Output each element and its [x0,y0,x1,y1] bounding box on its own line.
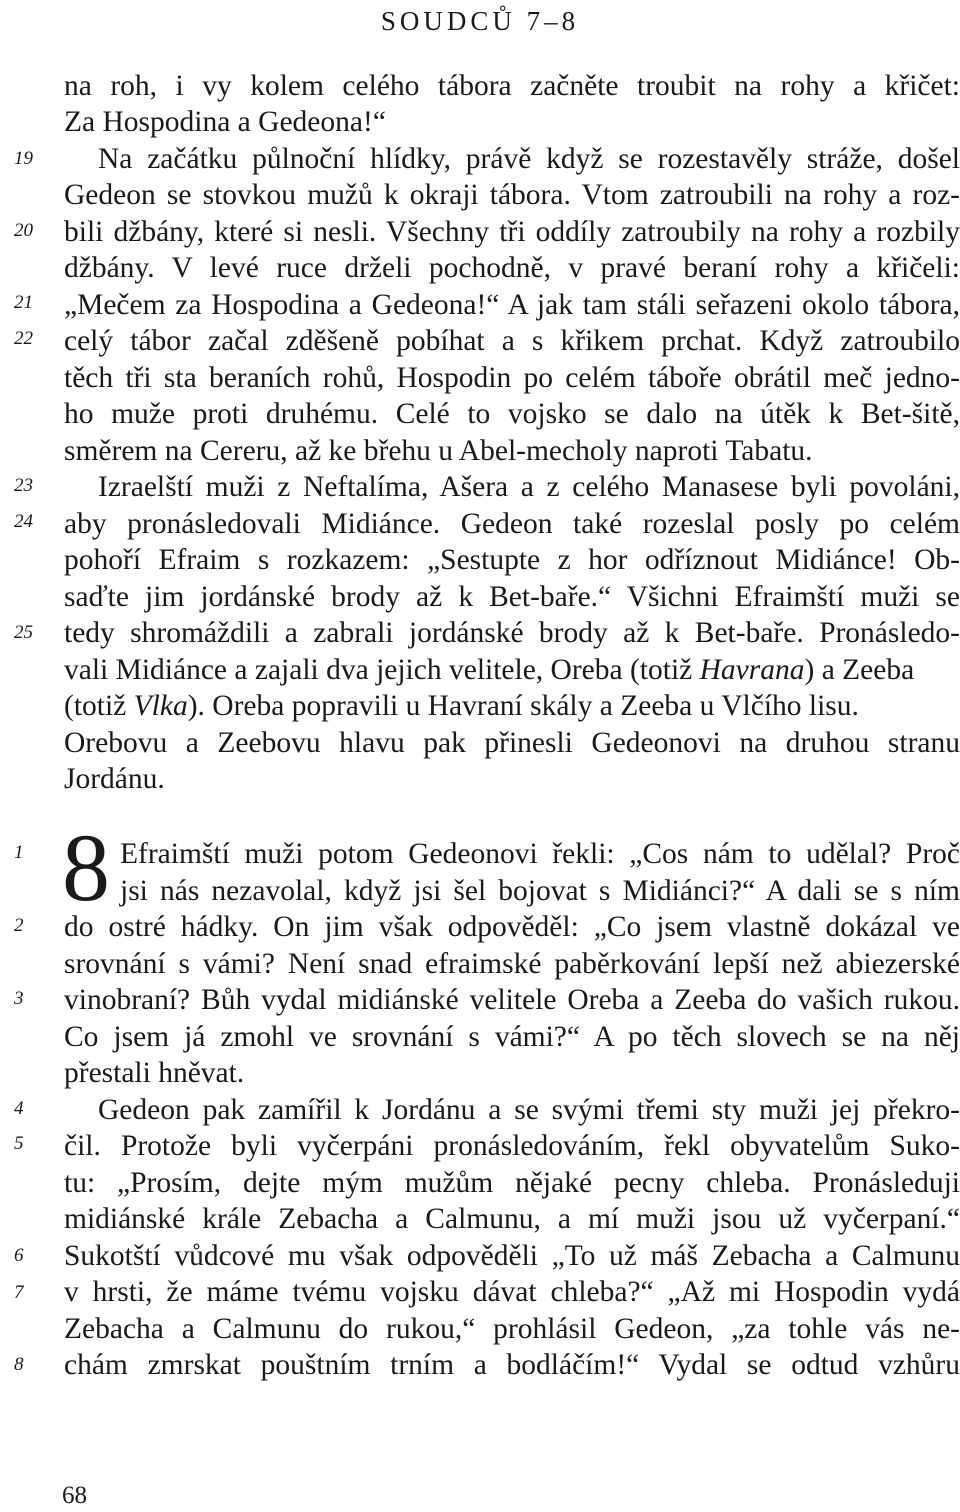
text-line: vinobraní? Bůh vydal midiánské velitele Oreba a Zeeba do vašich rukou. [64,984,960,1016]
text-line: tedy shromáždili a zabrali jordánské brody až k Bet-baře. Pronásledo- [64,617,960,649]
verse-number: 20 [14,220,33,241]
text-span: vali Midiánce a zajali dva jejich velitele, Oreba (totiž [64,654,700,686]
text-line: celý tábor začal zděšeně pobíhat a s křikem prchat. Když zatroubilo [64,325,960,357]
text-line [64,652,960,688]
text-line: Gedeon pak zamířil k Jordánu a se svými třemi sty muži jej překro- [98,1094,960,1126]
text-line [64,688,960,724]
text-line: aby pronásledovali Midiánce. Gedeon také rozeslal posly po celém [64,508,960,540]
text-span: ). Oreba popravili u Havraní skály a Zeeba u Vlčího lisu. [187,690,859,722]
text-line: tu: „Prosím, dejte mým mužům nějaké pecny chleba. Pronásleduji [64,1167,960,1199]
text-line: džbány. V levé ruce drželi pochodně, v pravé beraní rohy a křičeli: [64,252,960,284]
text-line: saďte jim jordánské brody až k Bet-baře.“ Všichni Efraimští muži se [64,581,960,613]
text-line: srovnání s vámi? Není snad efraimské paběrkování lepší než abiezerské [64,948,960,980]
page-number: 68 [62,1482,87,1509]
text-line: chám zmrskat pouštním trním a bodláčím!“ Vydal se odtud vzhůru [64,1349,960,1381]
text-span: (totiž [64,690,134,722]
verse-number: 22 [14,328,33,349]
verse-number: 7 [14,1282,24,1303]
italic-word: Havrana [699,654,805,686]
text-line: Na začátku půlnoční hlídky, právě když se rozestavěly stráže, došel [98,143,960,175]
verse-number: 1 [14,842,24,863]
verse-number: 23 [14,475,33,496]
running-header: SOUDCŮ 7–8 [380,6,580,36]
text-line: midiánské krále Zebacha a Calmunu, a mí muži jsou už vyčerpaní.“ [64,1203,960,1235]
verse-number: 8 [14,1354,24,1375]
text-line: na roh, i vy kolem celého tábora začněte troubit na rohy a křičet: [64,70,960,102]
text-line: Orebovu a Zeebovu hlavu pak přinesli Gedeonovi na druhou stranu [64,727,960,759]
text-line: „Mečem za Hospodina a Gedeona!“ A jak tam stáli seřazeni okolo tábora, [64,289,960,321]
verse-number: 4 [14,1098,24,1119]
text-line: Co jsem já zmohl ve srovnání s vámi?“ A po těch slovech se na něj [64,1021,960,1053]
text-line: do ostré hádky. On jim však odpověděl: „Co jsem vlastně dokázal ve [64,911,960,943]
text-line: v hrsti, že máme tvému vojsku dávat chleba?“ „Až mi Hospodin vydá [64,1276,960,1308]
verse-number: 5 [14,1133,24,1154]
text-line: Gedeon se stovkou mužů k okraji tábora. Vtom zatroubili na rohy a roz- [64,179,960,211]
verse-number: 19 [14,148,33,169]
text-line: směrem na Cereru, až ke břehu u Abel-mecholy naproti Tabatu. [64,435,813,467]
chapter-drop-cap: 8 [62,814,110,921]
text-line: pohoří Efraim s rozkazem: „Sestupte z hor odříznout Midiánce! Ob- [64,544,960,576]
text-line: Za Hospodina a Gedeona!“ [64,106,386,138]
verse-number: 24 [14,511,33,532]
text-line: těch tři sta beraních rohů, Hospodin po celém táboře obrátil meč jedno- [64,362,960,394]
text-line: Jordánu. [64,763,165,795]
text-line: Sukotští vůdcové mu však odpověděli „To už máš Zebacha a Calmunu [64,1240,960,1272]
verse-number: 2 [14,915,24,936]
italic-word: Vlka [133,690,188,722]
verse-number: 6 [14,1245,24,1266]
verse-number: 21 [14,292,33,313]
text-line: jsi nás nezavolal, když jsi šel bojovat s Midiánci?“ A dali se s ním [120,875,960,907]
text-line: Zebacha a Calmunu do rukou,“ prohlásil Gedeon, „za tohle vás ne- [64,1313,960,1345]
text-line: Efraimští muži potom Gedeonovi řekli: „Cos nám to udělal? Proč [120,838,960,870]
text-line: čil. Protože byli vyčerpáni pronásledováním, řekl obyvatelům Suko- [64,1130,960,1162]
text-line: přestali hněvat. [64,1057,245,1089]
text-line: ho muže proti druhému. Celé to vojsko se dalo na útěk k Bet-šitě, [64,398,960,430]
text-line: Izraelští muži z Neftalíma, Ašera a z celého Manasese byli povoláni, [98,471,960,503]
verse-number: 25 [14,622,33,643]
verse-number: 3 [14,988,24,1009]
text-span: ) a Zeeba [804,654,915,686]
text-line: bili džbány, které si nesli. Všechny tři oddíly zatroubily na rohy a rozbily [64,216,960,248]
